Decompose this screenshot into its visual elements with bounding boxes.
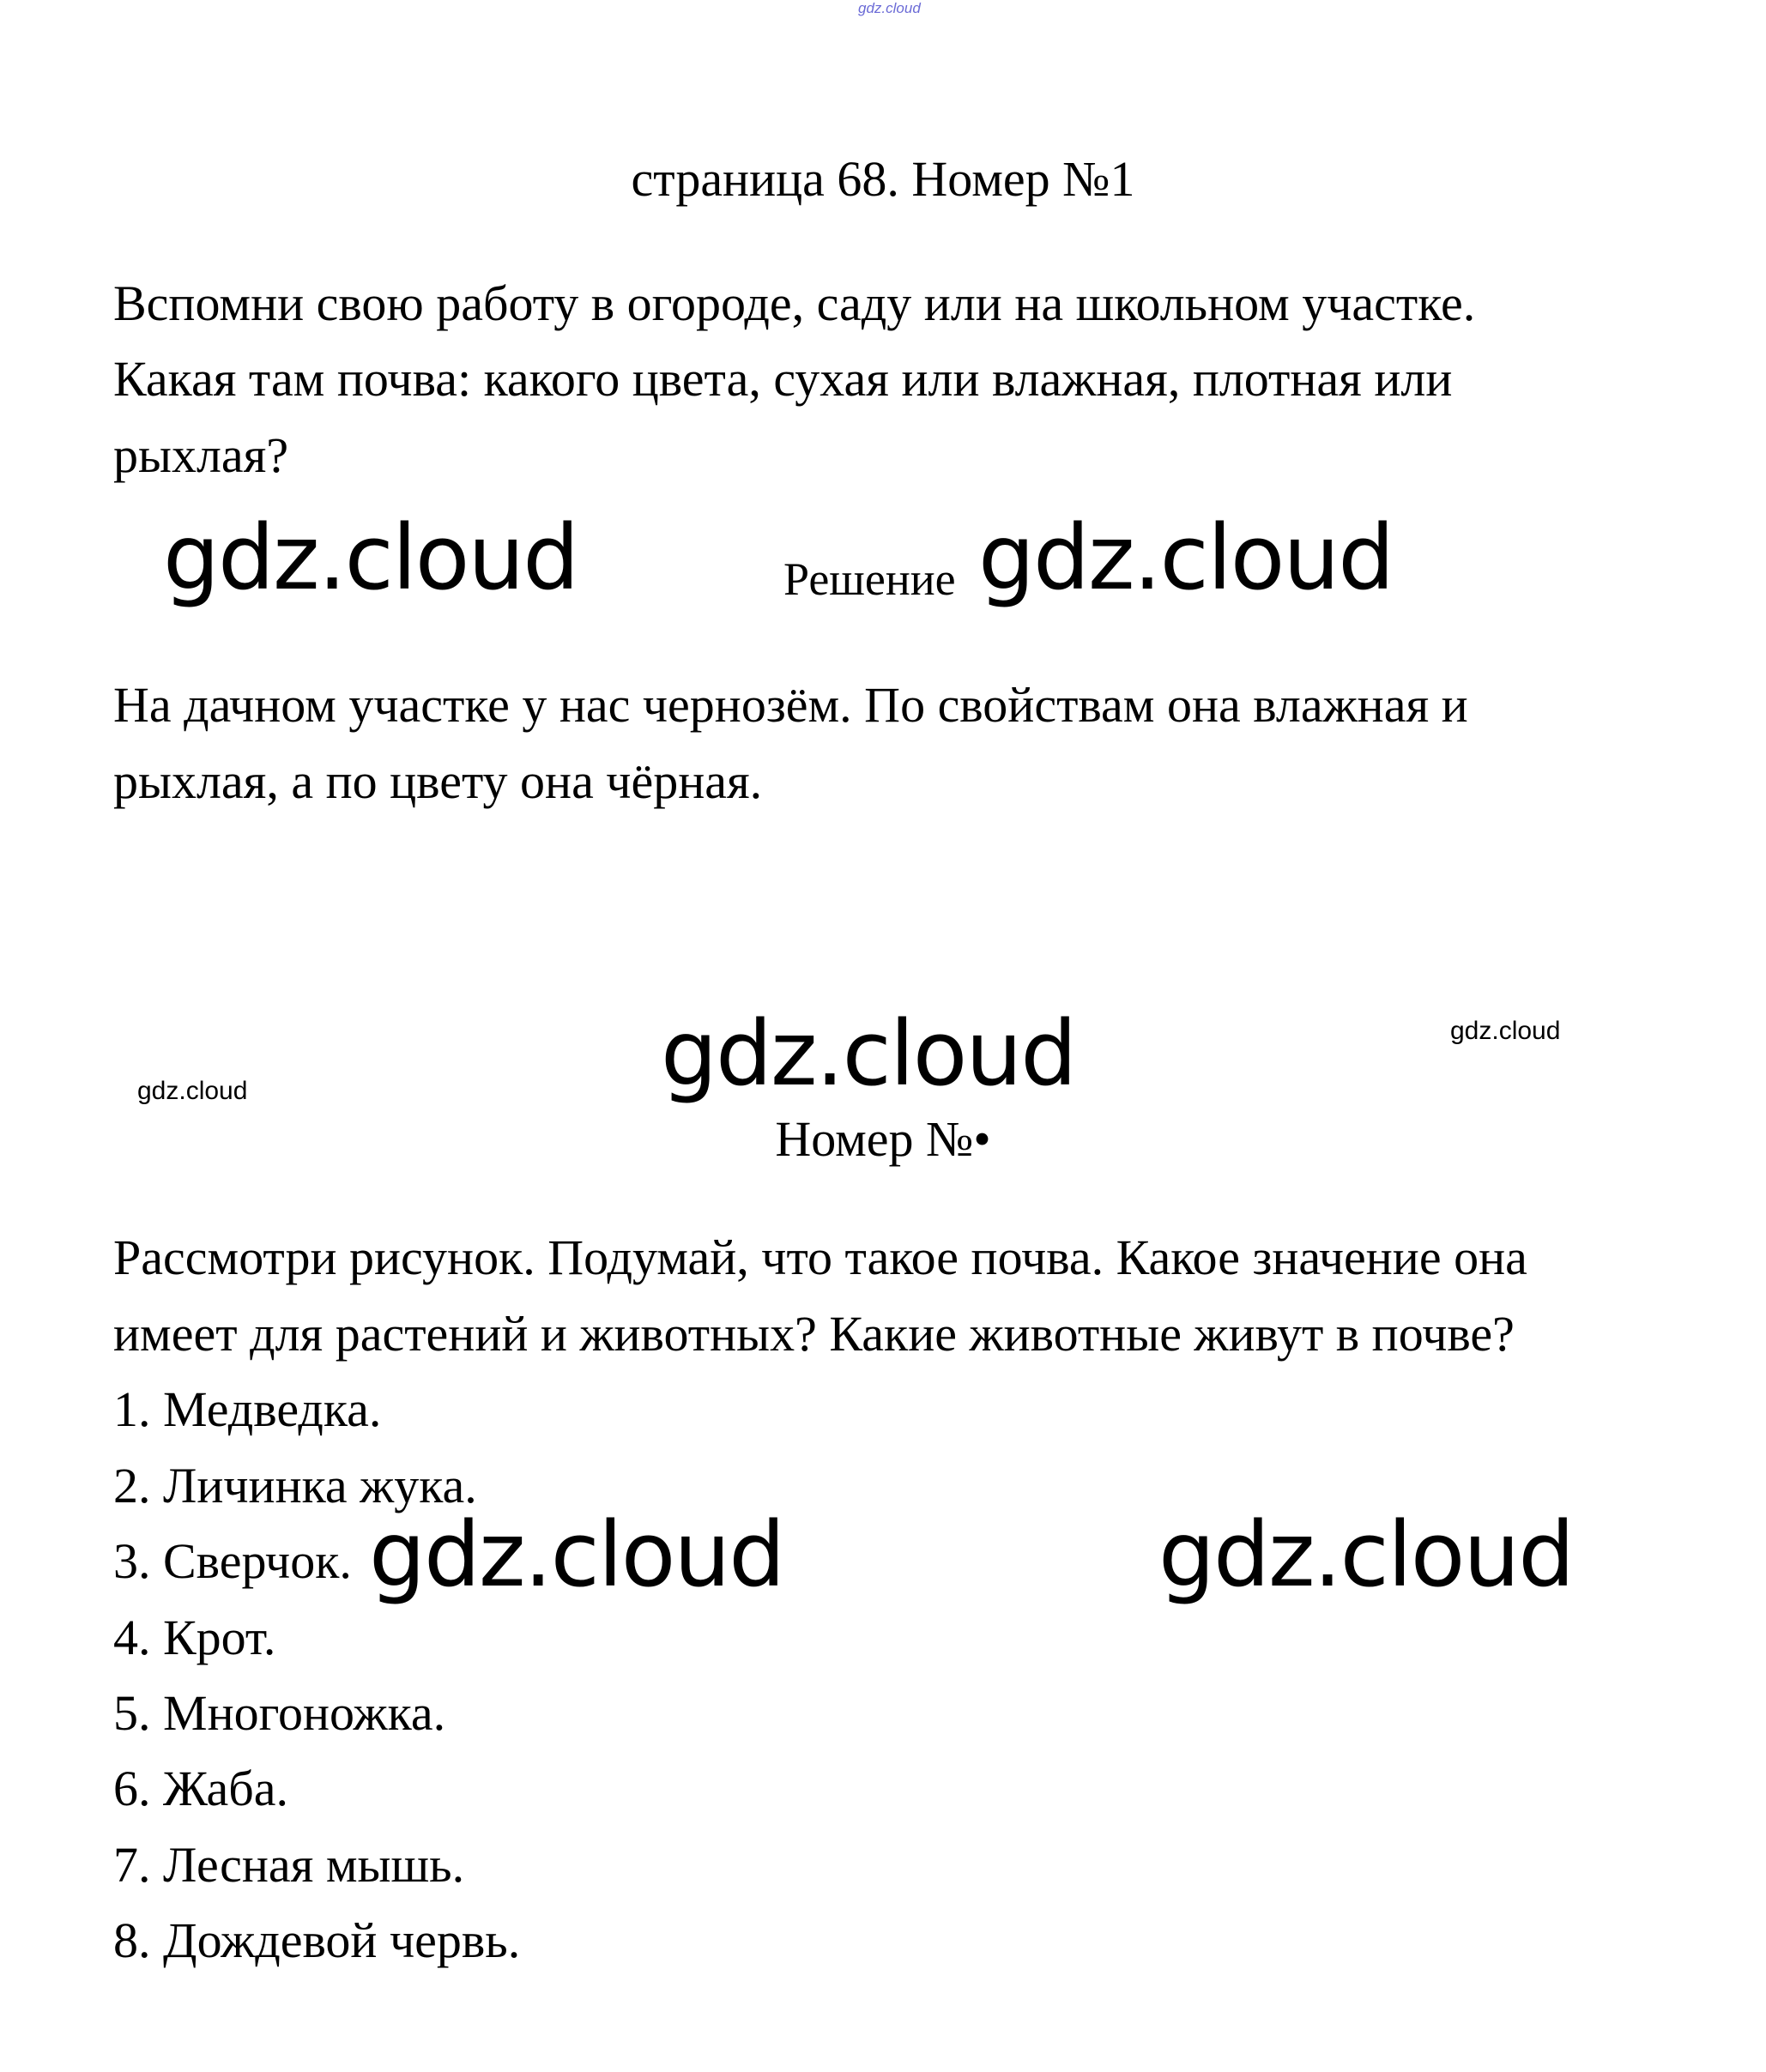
section1-question-line3: рыхлая? xyxy=(113,427,289,483)
section1-question-line2: Какая там почва: какого цвета, сухая или влажная, плотная или xyxy=(113,351,1453,407)
section2-question-line2: имеет для растений и животных? Какие животные живут в почве? xyxy=(113,1306,1515,1362)
watermark-small: gdz.cloud xyxy=(137,1077,248,1105)
list-item: 5. Многоножка. xyxy=(113,1685,446,1741)
list-item: 3. Сверчок. xyxy=(113,1533,352,1589)
solution-label: Решение xyxy=(783,553,956,605)
list-item: 1. Медведка. xyxy=(113,1381,382,1437)
list-item: 2. Личинка жука. xyxy=(113,1458,477,1513)
section1-title: страница 68. Номер №1 xyxy=(631,151,1135,207)
list-item: 6. Жаба. xyxy=(113,1761,289,1816)
watermark-logo: gdz.cloud xyxy=(369,1502,784,1607)
section1-answer-line1: На дачном участке у нас чернозём. По свойствам она влажная и xyxy=(113,677,1468,733)
section1-question-line1: Вспомни свою работу в огороде, саду или на школьном участке. xyxy=(113,275,1476,331)
watermark-logo: gdz.cloud xyxy=(978,505,1394,610)
list-item: 4. Крот. xyxy=(113,1610,276,1665)
list-item: 8. Дождевой червь. xyxy=(113,1912,521,1968)
watermark-logo: gdz.cloud xyxy=(163,505,578,610)
watermark-logo: gdz.cloud xyxy=(1158,1502,1574,1607)
watermark-small: gdz.cloud xyxy=(1450,1017,1561,1045)
section2-question-line1: Рассмотри рисунок. Подумай, что такое почва. Какое значение она xyxy=(113,1229,1527,1285)
section2-title: Номер №• xyxy=(775,1111,991,1167)
list-item: 7. Лесная мышь. xyxy=(113,1837,465,1893)
top-watermark: gdz.cloud xyxy=(858,0,921,16)
section1-answer-line2: рыхлая, а по цвету она чёрная. xyxy=(113,753,763,809)
watermark-logo: gdz.cloud xyxy=(661,1001,1076,1106)
